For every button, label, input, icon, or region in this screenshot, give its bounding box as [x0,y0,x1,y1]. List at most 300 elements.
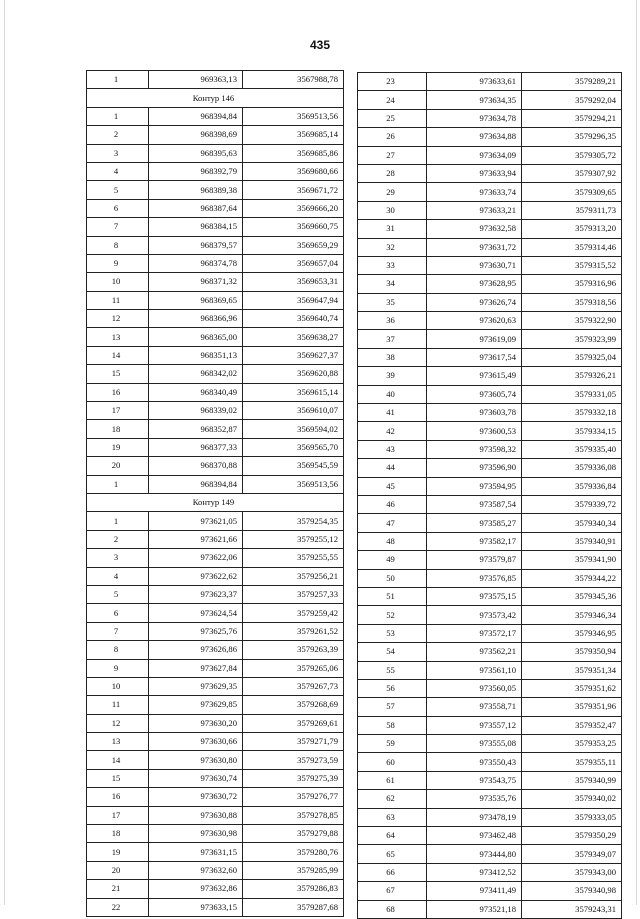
y-coordinate-cell: 3569513,56 [243,475,344,493]
point-number-cell: 18 [87,420,149,438]
y-coordinate-cell: 3579280,76 [243,843,344,861]
table-row [358,661,622,679]
table-row [358,827,622,845]
point-number-cell: 21 [87,880,149,898]
table-row [87,530,344,548]
y-coordinate-cell: 3579343,00 [522,863,622,881]
y-coordinate-cell: 3579296,35 [522,128,622,146]
point-number-cell: 20 [87,861,149,879]
y-coordinate-cell: 3569610,07 [243,402,344,420]
x-coordinate-cell: 973632,58 [427,220,522,238]
y-coordinate-cell: 3569638,27 [243,328,344,346]
x-coordinate-cell: 973521,18 [427,900,522,918]
x-coordinate-cell: 968384,15 [149,218,243,236]
point-number-cell: 2 [87,126,149,144]
x-coordinate-cell: 968366,96 [149,310,243,328]
x-coordinate-cell: 973622,06 [149,549,243,567]
point-number-cell: 36 [358,312,427,330]
page-number: 435 [309,38,331,52]
y-coordinate-cell: 3579263,39 [243,641,344,659]
point-number-cell: 67 [358,882,427,900]
y-coordinate-cell: 3579355,11 [522,753,622,771]
table-row [358,551,622,569]
point-number-cell: 4 [87,162,149,180]
y-coordinate-cell: 3579336,08 [522,459,622,477]
table-row [358,771,622,789]
contour-header-row [87,89,344,107]
table-row [87,861,344,879]
x-coordinate-cell: 973594,95 [427,477,522,495]
x-coordinate-cell: 973630,71 [427,256,522,274]
y-coordinate-cell: 3579286,83 [243,880,344,898]
x-coordinate-cell: 973582,17 [427,532,522,550]
x-coordinate-cell: 968365,00 [149,328,243,346]
y-coordinate-cell: 3579335,40 [522,440,622,458]
x-coordinate-cell: 973630,98 [149,825,243,843]
point-number-cell: 5 [87,585,149,603]
table-row [87,365,344,383]
point-number-cell: 11 [87,291,149,309]
point-number-cell: 19 [87,438,149,456]
table-row [87,107,344,125]
table-row [358,459,622,477]
point-number-cell: 3 [87,549,149,567]
x-coordinate-cell: 973605,74 [427,385,522,403]
table-row [87,733,344,751]
y-coordinate-cell: 3579341,90 [522,551,622,569]
y-coordinate-cell: 3579323,99 [522,330,622,348]
table-row [358,679,622,697]
y-coordinate-cell: 3569513,56 [243,107,344,125]
table-row [358,367,622,385]
table-row [358,440,622,458]
table-row [87,457,344,475]
x-coordinate-cell: 968369,65 [149,291,243,309]
table-row [358,900,622,918]
x-coordinate-cell: 973631,72 [427,238,522,256]
y-coordinate-cell: 3579350,29 [522,827,622,845]
y-coordinate-cell: 3579351,34 [522,661,622,679]
table-row [358,845,622,863]
point-number-cell: 12 [87,310,149,328]
table-row [87,696,344,714]
x-coordinate-cell: 973630,80 [149,751,243,769]
point-number-cell: 33 [358,256,427,274]
point-number-cell: 7 [87,218,149,236]
y-coordinate-cell: 3579344,22 [522,569,622,587]
x-coordinate-cell: 973561,10 [427,661,522,679]
table-row [87,769,344,787]
point-number-cell: 20 [87,457,149,475]
point-number-cell: 35 [358,293,427,311]
point-number-cell: 63 [358,808,427,826]
y-coordinate-cell: 3579340,02 [522,790,622,808]
point-number-cell: 45 [358,477,427,495]
y-coordinate-cell: 3579352,47 [522,716,622,734]
y-coordinate-cell: 3579322,90 [522,312,622,330]
point-number-cell: 17 [87,806,149,824]
y-coordinate-cell: 3579339,72 [522,495,622,513]
scan-edge-left [4,0,5,905]
x-coordinate-cell: 968394,84 [149,475,243,493]
x-coordinate-cell: 973562,21 [427,643,522,661]
point-number-cell: 48 [358,532,427,550]
table-row [87,273,344,291]
y-coordinate-cell: 3569671,72 [243,181,344,199]
table-row [87,585,344,603]
y-coordinate-cell: 3579314,46 [522,238,622,256]
y-coordinate-cell: 3579351,96 [522,698,622,716]
table-row [87,659,344,677]
table-row [358,164,622,182]
point-number-cell: 47 [358,514,427,532]
point-number-cell: 15 [87,769,149,787]
y-coordinate-cell: 3579271,79 [243,733,344,751]
scan-edge-right [636,0,637,905]
table-row [87,310,344,328]
table-row [358,183,622,201]
x-coordinate-cell: 968351,13 [149,346,243,364]
x-coordinate-cell: 973626,74 [427,293,522,311]
table-row [87,567,344,585]
table-row [358,238,622,256]
table-row [358,220,622,238]
x-coordinate-cell: 973634,78 [427,109,522,127]
x-coordinate-cell: 973630,66 [149,733,243,751]
x-coordinate-cell: 973630,72 [149,788,243,806]
x-coordinate-cell: 973573,42 [427,606,522,624]
y-coordinate-cell: 3579292,04 [522,91,622,109]
y-coordinate-cell: 3579340,98 [522,882,622,900]
y-coordinate-cell: 3579351,62 [522,679,622,697]
x-coordinate-cell: 968394,84 [149,107,243,125]
table-row [358,863,622,881]
y-coordinate-cell: 3569680,66 [243,162,344,180]
x-coordinate-cell: 968389,38 [149,181,243,199]
point-number-cell: 54 [358,643,427,661]
y-coordinate-cell: 3579311,73 [522,201,622,219]
point-number-cell: 37 [358,330,427,348]
table-row [358,569,622,587]
x-coordinate-cell: 973615,49 [427,367,522,385]
x-coordinate-cell: 973621,05 [149,512,243,530]
y-coordinate-cell: 3579273,59 [243,751,344,769]
x-coordinate-cell: 973585,27 [427,514,522,532]
y-coordinate-cell: 3579340,99 [522,771,622,789]
y-coordinate-cell: 3569615,14 [243,383,344,401]
y-coordinate-cell: 3579350,94 [522,643,622,661]
y-coordinate-cell: 3569565,70 [243,438,344,456]
table-row [87,806,344,824]
x-coordinate-cell: 973632,60 [149,861,243,879]
y-coordinate-cell: 3579353,25 [522,735,622,753]
table-row [87,677,344,695]
point-number-cell: 65 [358,845,427,863]
x-coordinate-cell: 968377,33 [149,438,243,456]
y-coordinate-cell: 3579254,35 [243,512,344,530]
point-number-cell: 39 [358,367,427,385]
y-coordinate-cell: 3579278,85 [243,806,344,824]
y-coordinate-cell: 3579255,55 [243,549,344,567]
x-coordinate-cell: 968339,02 [149,402,243,420]
point-number-cell: 9 [87,254,149,272]
point-number-cell: 26 [358,128,427,146]
table-row [358,477,622,495]
point-number-cell: 18 [87,825,149,843]
point-number-cell: 1 [87,512,149,530]
point-number-cell: 57 [358,698,427,716]
x-coordinate-cell: 973535,76 [427,790,522,808]
y-coordinate-cell: 3579313,20 [522,220,622,238]
table-row [358,624,622,642]
x-coordinate-cell: 969363,13 [149,71,243,89]
y-coordinate-cell: 3579265,06 [243,659,344,677]
y-coordinate-cell: 3579346,95 [522,624,622,642]
table-row [358,201,622,219]
table-row [87,549,344,567]
x-coordinate-cell: 973630,74 [149,769,243,787]
coordinates-table-left-body [87,71,344,917]
x-coordinate-cell: 973633,61 [427,73,522,91]
x-coordinate-cell: 973576,85 [427,569,522,587]
point-number-cell: 40 [358,385,427,403]
point-number-cell: 1 [87,71,149,89]
table-row [87,604,344,622]
table-row [358,606,622,624]
point-number-cell: 60 [358,753,427,771]
y-coordinate-cell: 3569659,29 [243,236,344,254]
table-row [358,404,622,422]
table-row [87,843,344,861]
point-number-cell: 32 [358,238,427,256]
x-coordinate-cell: 973631,15 [149,843,243,861]
y-coordinate-cell: 3579349,07 [522,845,622,863]
table-row [358,128,622,146]
y-coordinate-cell: 3579257,33 [243,585,344,603]
y-coordinate-cell: 3579259,42 [243,604,344,622]
x-coordinate-cell: 973629,85 [149,696,243,714]
point-number-cell: 41 [358,404,427,422]
x-coordinate-cell: 968379,57 [149,236,243,254]
contour-title: Контур 146 [87,89,344,107]
table-row [87,751,344,769]
x-coordinate-cell: 973627,84 [149,659,243,677]
table-row [358,735,622,753]
x-coordinate-cell: 968352,87 [149,420,243,438]
point-number-cell: 9 [87,659,149,677]
y-coordinate-cell: 3569627,37 [243,346,344,364]
x-coordinate-cell: 973462,48 [427,827,522,845]
x-coordinate-cell: 968370,88 [149,457,243,475]
table-row [87,880,344,898]
point-number-cell: 8 [87,641,149,659]
point-number-cell: 46 [358,495,427,513]
y-coordinate-cell: 3569647,94 [243,291,344,309]
x-coordinate-cell: 973558,71 [427,698,522,716]
x-coordinate-cell: 968395,63 [149,144,243,162]
y-coordinate-cell: 3579305,72 [522,146,622,164]
y-coordinate-cell: 3579332,18 [522,404,622,422]
point-number-cell: 38 [358,348,427,366]
x-coordinate-cell: 973572,17 [427,624,522,642]
y-coordinate-cell: 3569660,75 [243,218,344,236]
table-row [358,753,622,771]
coordinates-table-right-body [358,73,622,919]
table-row [87,475,344,493]
point-number-cell: 42 [358,422,427,440]
x-coordinate-cell: 968340,49 [149,383,243,401]
table-row [358,422,622,440]
x-coordinate-cell: 973622,62 [149,567,243,585]
y-coordinate-cell: 3579333,05 [522,808,622,826]
table-row [358,330,622,348]
point-number-cell: 56 [358,679,427,697]
y-coordinate-cell: 3579325,04 [522,348,622,366]
x-coordinate-cell: 973630,88 [149,806,243,824]
y-coordinate-cell: 3569620,88 [243,365,344,383]
x-coordinate-cell: 973626,86 [149,641,243,659]
y-coordinate-cell: 3579276,77 [243,788,344,806]
point-number-cell: 58 [358,716,427,734]
x-coordinate-cell: 973632,86 [149,880,243,898]
x-coordinate-cell: 973444,80 [427,845,522,863]
table-row [358,587,622,605]
x-coordinate-cell: 973557,12 [427,716,522,734]
point-number-cell: 19 [87,843,149,861]
table-row [358,256,622,274]
x-coordinate-cell: 973603,78 [427,404,522,422]
y-coordinate-cell: 3579307,92 [522,164,622,182]
table-row [358,91,622,109]
point-number-cell: 24 [358,91,427,109]
point-number-cell: 52 [358,606,427,624]
y-coordinate-cell: 3579340,34 [522,514,622,532]
y-coordinate-cell: 3569545,59 [243,457,344,475]
table-row [358,495,622,513]
table-row [358,716,622,734]
x-coordinate-cell: 973621,66 [149,530,243,548]
table-row [358,790,622,808]
table-row [87,236,344,254]
y-coordinate-cell: 3579275,39 [243,769,344,787]
point-number-cell: 14 [87,346,149,364]
table-row [358,348,622,366]
table-row [87,438,344,456]
y-coordinate-cell: 3579256,21 [243,567,344,585]
y-coordinate-cell: 3579315,52 [522,256,622,274]
table-row [87,383,344,401]
point-number-cell: 59 [358,735,427,753]
x-coordinate-cell: 973633,94 [427,164,522,182]
x-coordinate-cell: 973623,37 [149,585,243,603]
point-number-cell: 1 [87,475,149,493]
point-number-cell: 17 [87,402,149,420]
x-coordinate-cell: 968387,64 [149,199,243,217]
y-coordinate-cell: 3567988,78 [243,71,344,89]
table-row [358,275,622,293]
y-coordinate-cell: 3579318,56 [522,293,622,311]
point-number-cell: 6 [87,199,149,217]
table-row [358,882,622,900]
x-coordinate-cell: 973587,54 [427,495,522,513]
table-row [87,144,344,162]
x-coordinate-cell: 973596,90 [427,459,522,477]
x-coordinate-cell: 973633,15 [149,898,243,916]
point-number-cell: 25 [358,109,427,127]
table-row [358,643,622,661]
x-coordinate-cell: 973579,87 [427,551,522,569]
y-coordinate-cell: 3569666,20 [243,199,344,217]
y-coordinate-cell: 3579340,91 [522,532,622,550]
point-number-cell: 13 [87,733,149,751]
x-coordinate-cell: 973628,95 [427,275,522,293]
point-number-cell: 27 [358,146,427,164]
table-row [358,109,622,127]
table-row [87,346,344,364]
table-row [87,254,344,272]
x-coordinate-cell: 973625,76 [149,622,243,640]
point-number-cell: 16 [87,383,149,401]
point-number-cell: 10 [87,677,149,695]
x-coordinate-cell: 973624,54 [149,604,243,622]
table-row [358,146,622,164]
y-coordinate-cell: 3579279,88 [243,825,344,843]
point-number-cell: 2 [87,530,149,548]
point-number-cell: 4 [87,567,149,585]
y-coordinate-cell: 3579345,36 [522,587,622,605]
point-number-cell: 68 [358,900,427,918]
y-coordinate-cell: 3579285,99 [243,861,344,879]
point-number-cell: 15 [87,365,149,383]
table-row [358,532,622,550]
y-coordinate-cell: 3579309,65 [522,183,622,201]
y-coordinate-cell: 3579261,52 [243,622,344,640]
x-coordinate-cell: 973629,35 [149,677,243,695]
y-coordinate-cell: 3579316,96 [522,275,622,293]
table-row [87,328,344,346]
point-number-cell: 53 [358,624,427,642]
point-number-cell: 31 [358,220,427,238]
table-row [87,825,344,843]
point-number-cell: 16 [87,788,149,806]
point-number-cell: 28 [358,164,427,182]
y-coordinate-cell: 3569653,31 [243,273,344,291]
table-row [87,788,344,806]
x-coordinate-cell: 973555,08 [427,735,522,753]
point-number-cell: 8 [87,236,149,254]
table-row [87,71,344,89]
point-number-cell: 10 [87,273,149,291]
x-coordinate-cell: 973600,53 [427,422,522,440]
point-number-cell: 14 [87,751,149,769]
x-coordinate-cell: 973620,63 [427,312,522,330]
y-coordinate-cell: 3569685,86 [243,144,344,162]
x-coordinate-cell: 973617,54 [427,348,522,366]
point-number-cell: 49 [358,551,427,569]
point-number-cell: 13 [87,328,149,346]
point-number-cell: 3 [87,144,149,162]
y-coordinate-cell: 3579287,68 [243,898,344,916]
table-row [87,291,344,309]
x-coordinate-cell: 973634,88 [427,128,522,146]
contour-title: Контур 149 [87,493,344,511]
x-coordinate-cell: 968371,32 [149,273,243,291]
x-coordinate-cell: 973550,43 [427,753,522,771]
y-coordinate-cell: 3569594,02 [243,420,344,438]
table-row [87,714,344,732]
table-row [87,199,344,217]
point-number-cell: 7 [87,622,149,640]
